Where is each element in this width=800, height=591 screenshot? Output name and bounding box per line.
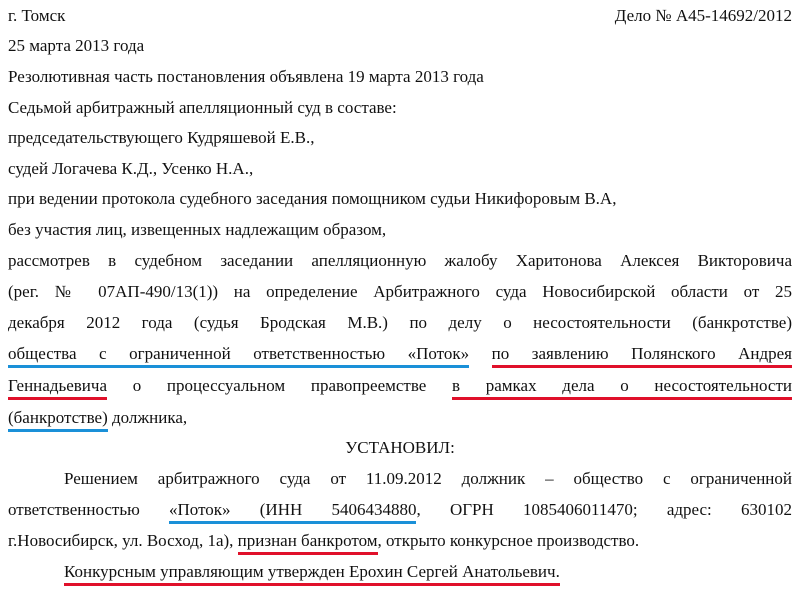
company-inn-underlined: «Поток» (ИНН 5406434880 [169, 500, 416, 524]
text-line-9: декабря 2012 года (судья Бродская М.В.) по делу о несостоятельности (банкротстве) [8, 313, 792, 332]
bankruptcy-underlined: (банкротстве) [8, 408, 108, 432]
liability-text: ответственностью [8, 500, 170, 519]
insolvency-case-underlined: в рамках дела о несостоятельности [452, 376, 792, 400]
text-line-12 [8, 408, 792, 428]
text-line-1: Резолютивная часть постановления объявлена 19 марта 2013 года [8, 67, 484, 86]
text-line-14 [8, 500, 792, 520]
text-line-11 [8, 376, 792, 396]
section-heading: УСТАНОВИЛ: [345, 438, 455, 457]
applicant-underlined: по заявлению Полянского Андрея [492, 344, 792, 368]
proceedings-text: , открыто конкурсное производство. [377, 531, 640, 550]
address-text: г.Новосибирск, ул. Восход, 1а), [8, 531, 238, 550]
text-line-4: судей Логачева К.Д., Усенко Н.А., [8, 159, 254, 178]
text-line-16 [64, 562, 792, 582]
text-line-13: Решением арбитражного суда от 11.09.2012 должник – общество с ограниченной [64, 469, 792, 488]
text-line-8: (рег. № 07АП-490/13(1)) на определение Арбитражного суда Новосибирской области от 25 [8, 282, 792, 301]
case-number: Дело № А45-14692/2012 [614, 6, 792, 25]
document-date: 25 марта 2013 года [8, 36, 145, 55]
text-line-2: Седьмой арбитражный апелляционный суд в составе: [8, 98, 397, 117]
city: г. Томск [8, 6, 66, 25]
text-line-5: при ведении протокола судебного заседания помощником судьи Никифоровым В.А, [8, 189, 617, 208]
text-line-15 [8, 531, 792, 551]
text-line-3: председательствующего Кудряшевой Е.В., [8, 128, 315, 147]
header-row [8, 6, 792, 26]
text-line-7: рассмотрев в судебном заседании апелляционную жалобу Харитонова Алексея Викторовича [8, 251, 792, 270]
applicant-patronymic-underlined: Геннадьевича [8, 376, 107, 400]
debtor-text: должника, [107, 408, 188, 427]
company-name-underlined: общества с ограниченной ответственностью «Поток» [8, 344, 469, 368]
manager-appointed-underlined: Конкурсным управляющим утвержден Ерохин Сергей Анатольевич. [64, 562, 560, 586]
succession-text: о процессуальном правопреемстве [107, 376, 453, 395]
declared-bankrupt-underlined: признан банкротом [238, 531, 378, 555]
ogrn-address-text: , ОГРН 1085406011470; адрес: 630102 [416, 500, 792, 519]
text-line-6: без участия лиц, извещенных надлежащим образом, [8, 220, 387, 239]
text-line-10 [8, 344, 792, 364]
